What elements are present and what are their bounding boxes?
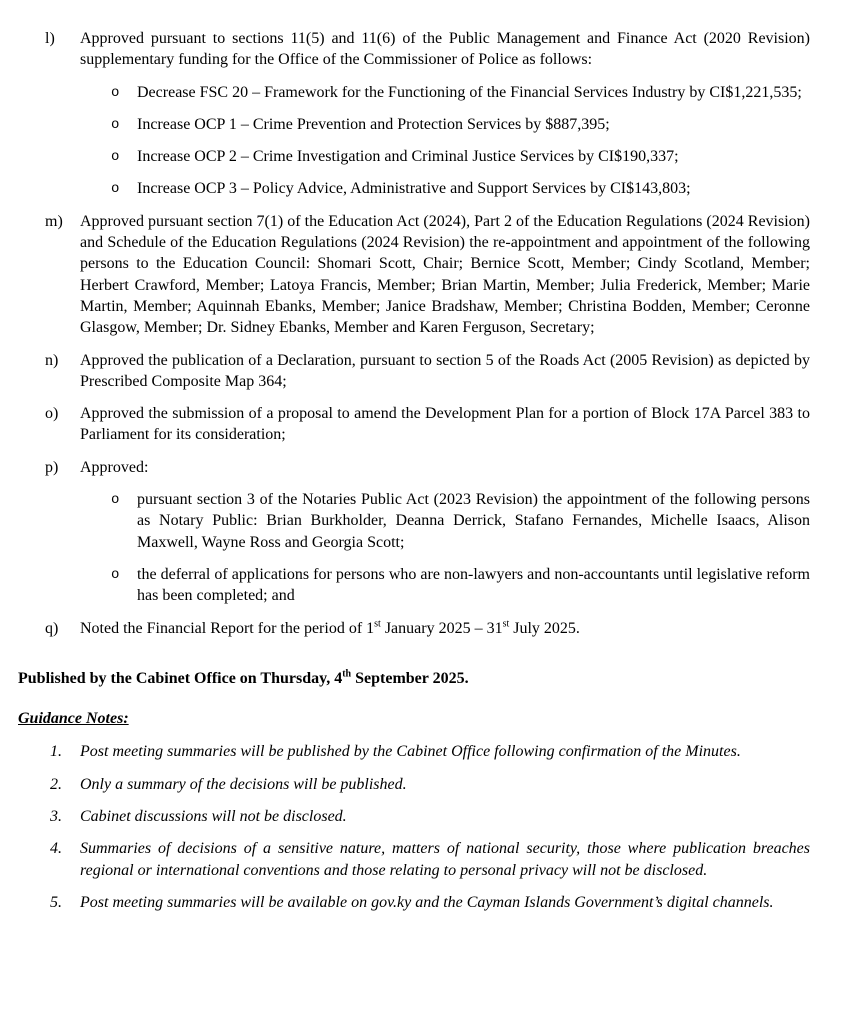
decision-item-l [18,28,810,71]
circle-bullet-icon: o [111,116,120,133]
decision-item-o-label: o) [45,405,59,423]
decision-item-l-label: l) [45,30,55,47]
decision-item-q [18,618,810,639]
decision-item-q-label: q) [45,619,59,637]
guidance-note-5-number: 5. [50,893,62,911]
ordinal-superscript: st [374,618,381,630]
decision-item-m [18,211,810,339]
decision-item-l-bullet-4-text: Increase OCP 3 – Policy Advice, Administrative and Support Services by CI$143,803; [137,180,691,198]
decision-item-p-text: Approved: [80,458,149,476]
guidance-note-2-number: 2. [50,775,62,793]
guidance-note-5-text: Post meeting summaries will be available on gov.ky and the Cayman Islands Government’s digital channels. [80,893,774,911]
guidance-note-5 [18,892,810,913]
guidance-note-4-number: 4. [50,840,62,858]
decision-item-m-text: Approved pursuant section 7(1) of the Education Act (2024), Part 2 of the Education Regulations (2024 Revision) and Schedule of the Education Regulations (2024 Revision) the re-appointment and appointment of the following persons to the Education Council: Shomari Scott, Chair; Bernice Scott, Member; Cindy Scotland, Member; Herbert Crawford, Member; Latoya Francis, Member; Brian Martin, Member; Julia Frederick, Member; Marie Martin, Member; Aquinnah Ebanks, Member; Janice Bradshaw, Member; Christina Bodden, Member; Ceronne Glasgow, Member; Dr. Sidney Ebanks, Member and Karen Ferguson, Secretary; [80,212,810,337]
decision-item-q-text-part: January 2025 – 31 [380,619,503,637]
guidance-note-2-text: Only a summary of the decisions will be published. [80,775,407,793]
decision-item-n-label: n) [45,351,59,369]
circle-bullet-icon: o [111,566,120,583]
guidance-note-3-text: Cabinet discussions will not be disclosed. [80,808,347,826]
guidance-notes-heading [18,708,810,729]
published-by-text-part: Published by the Cabinet Office on Thursday, 4 [18,669,343,687]
guidance-note-1-number: 1. [50,743,62,761]
guidance-note-2 [18,774,810,795]
circle-bullet-icon: o [111,149,120,166]
decision-item-p-bullet-1-text: pursuant section 3 of the Notaries Public Act (2023 Revision) the appointment of the following persons as Notary Public: Brian Burkholder, Deanna Derrick, Stafano Fernandes, Michelle Isaacs, Alison Maxwell, Wayne Ross and Georgia Scott; [137,491,810,551]
decision-item-p-bullet-1 [18,489,810,553]
guidance-note-1 [18,741,810,762]
circle-bullet-icon: o [111,181,120,198]
ordinal-superscript: st [502,618,510,630]
decision-item-q-text-part: July 2025. [509,619,580,637]
ordinal-superscript: th [342,668,352,680]
decision-item-p-label: p) [45,458,59,476]
guidance-note-4-text: Summaries of decisions of a sensitive nature, matters of national security, those where publication breaches regional or international conventions and those relating to personal privacy will not be disclosed. [80,840,810,879]
guidance-note-3 [18,806,810,827]
decision-item-l-bullet-3 [18,146,810,167]
decision-item-l-bullet-2-text: Increase OCP 1 – Crime Prevention and Protection Services by $887,395; [137,115,610,133]
decision-item-l-bullet-3-text: Increase OCP 2 – Crime Investigation and Criminal Justice Services by CI$190,337; [137,148,679,166]
decision-item-p-bullet-2-text: the deferral of applications for persons who are non-lawyers and non-accountants until legislative reform has been completed; and [137,565,810,605]
decision-item-n-text: Approved the publication of a Declaration, pursuant to section 5 of the Roads Act (2005 Revision) as depicted by Prescribed Composite Map 364; [80,351,810,390]
decision-item-o-text: Approved the submission of a proposal to amend the Development Plan for a portion of Block 17A Parcel 383 to Parliament for its consideration; [80,405,810,444]
decision-item-l-bullet-1-text: Decrease FSC 20 – Framework for the Functioning of the Financial Services Industry by CI$1,221,535; [137,83,802,101]
decision-item-p [18,457,810,478]
decision-item-n [18,350,810,393]
decision-item-l-text: Approved pursuant to sections 11(5) and 11(6) of the Public Management and Finance Act (2020 Revision) supplementary funding for the Office of the Commissioner of Police as follows: [80,30,810,69]
published-by-line [18,668,810,689]
circle-bullet-icon: o [111,492,120,509]
decision-item-l-bullet-1 [18,82,810,103]
guidance-note-1-text: Post meeting summaries will be published by the Cabinet Office following confirmation of the Minutes. [80,743,741,761]
decision-item-l-bullet-4 [18,178,810,199]
decision-item-l-bullet-2 [18,114,810,135]
decision-item-o [18,403,810,446]
published-by-text-part: September 2025. [351,669,469,687]
guidance-note-4 [18,838,810,881]
decision-item-m-label: m) [45,212,63,230]
decision-item-p-bullet-2 [18,564,810,607]
circle-bullet-icon: o [111,84,120,101]
guidance-notes-heading-text: Guidance Notes: [18,710,129,728]
decision-item-q-text-part: Noted the Financial Report for the period of 1 [80,619,375,637]
guidance-note-3-number: 3. [50,808,62,826]
